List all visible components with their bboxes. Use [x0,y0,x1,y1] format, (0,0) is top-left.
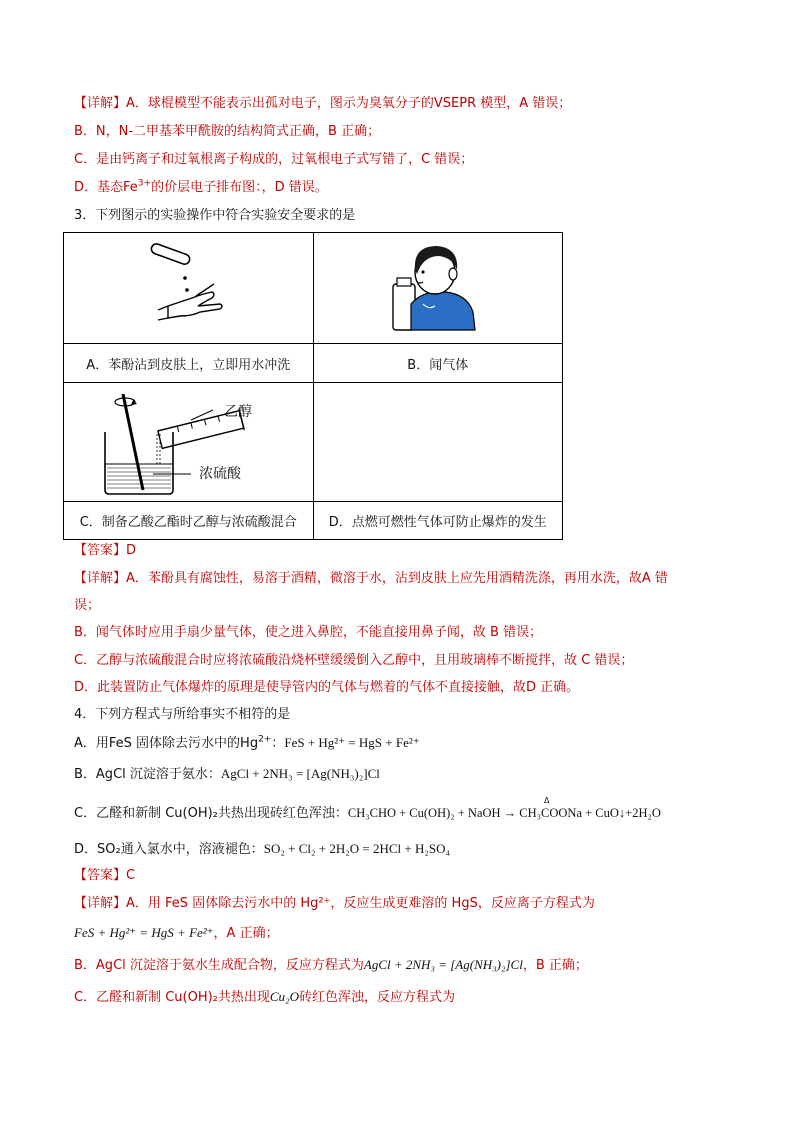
text: B．AgCl 沉淀溶于氨水： [74,767,221,782]
equation: CH₃CHO + Cu(OH)₂ + NaOH → CH₃COONa + CuO↓+2H₂O [347,806,661,820]
answer-line-4 [74,867,135,885]
label-ethanol: 乙醇 [224,404,252,420]
answer-line-3 [74,542,136,560]
equation: FeS + Hg²⁺ = HgS + Fe²⁺ [74,925,214,940]
text: B．AgCl 沉淀溶于氨水生成配合物，反应方程式为 [74,958,364,973]
text: 砖红色浑浊，反应方程式为 [298,990,455,1005]
q4-explain-a1 [74,895,595,913]
q4-explain-b [74,956,588,975]
options-table [63,232,563,540]
q4-option-a [74,734,420,753]
question-4-stem: 4．下列方程式与所给事实不相符的是 [74,707,291,722]
question-3-stem: 3．下列图示的实验操作中符合实验安全要求的是 [74,208,356,223]
q4-explain-c [74,988,455,1007]
explain-text: A．苯酚具有腐蚀性，易溶于酒精，微溶于水，沾到皮肤上应先用酒精洗涤，再用水洗，故A 错 [126,571,668,586]
superscript: 2+ [258,734,272,745]
q3-explain-a2: 误； [74,598,101,613]
answer-tag: 【答案】 [74,543,127,558]
text: D．SO₂通入氯水中，溶液褪色： [74,842,264,857]
equation: AgCl + 2NH₃ = [Ag(NH₃)₂]Cl [363,957,523,972]
equation: SO₂ + Cl₂ + 2H₂O = 2HCl + H₂SO₄ [263,841,451,856]
text: ，B 正确； [522,958,588,973]
superscript: 3+ [137,178,152,189]
q4-explain-a2 [74,924,279,943]
label-conc-sulfuric-acid: 浓硫酸 [199,466,241,482]
option-c-figure-cell [64,383,314,502]
option-c-caption: C．制备乙酸乙酯时乙醇与浓硫酸混合 [64,502,314,540]
q3-explain-b: B．闻气体时应用手扇少量气体，使之进入鼻腔，不能直接用鼻子闻，故 B 错误； [74,625,543,640]
text: D．基态Fe [74,180,138,195]
explain-line-c: C．是由钙离子和过氧根离子构成的，过氧根电子式写错了，C 错误； [74,152,474,167]
explain-line-b: B．N，N-二甲基苯甲酰胺的结构简式正确，B 正确； [74,124,381,139]
answer-value: D [126,543,137,558]
q4-option-b [74,765,380,784]
text: ，A 正确； [213,926,279,941]
text: 的价层电子排布图：，D 错误。 [151,180,328,195]
q3-explain-a1 [74,570,668,588]
answer-value: C [126,868,136,883]
mixing-apparatus-illustration [83,386,293,498]
option-b-caption: B．闻气体 [313,344,563,383]
q4-option-d [74,840,450,859]
equation: AgCl + 2NH₃ = [Ag(NH₃)₂]Cl [220,766,380,781]
text: C．乙醛和新制 Cu(OH)₂共热出现砖红色浑浊： [74,806,348,821]
explain-line-a [74,95,571,113]
explain-text: A．球棍模型不能表示出孤对电子，图示为臭氧分子的VSEPR 模型，A 错误； [126,96,572,111]
q3-explain-d: D．此装置防止气体爆炸的原理是使导管内的气体与燃着的气体不直接接触，故D 正确。 [74,680,580,695]
text: A．用FeS 固体除去污水中的Hg [74,736,259,751]
text: C．乙醛和新制 Cu(OH)₂共热出现 [74,990,270,1005]
option-d-caption: D．点燃可燃性气体可防止爆炸的发生 [313,502,563,540]
q4-option-c [74,804,661,823]
option-b-figure-cell [313,233,563,344]
detail-tag: 【详解】 [74,96,127,111]
explain-line-d [74,179,328,197]
smell-gas-illustration [383,234,493,338]
option-d-figure-cell [313,383,563,502]
answer-tag: 【答案】 [74,868,127,883]
explain-text: A．用 FeS 固体除去污水中的 Hg²⁺，反应生成更难溶的 HgS，反应离子方程式为 [126,896,595,911]
equation: ：FeS + Hg²⁺ = HgS + Fe²⁺ [271,735,420,750]
q3-explain-c: C．乙醇与浓硫酸混合时应将浓硫酸沿烧杯壁缓缓倒入乙醇中，且用玻璃棒不断搅拌，故 C 错误； [74,653,634,668]
detail-tag: 【详解】 [74,571,127,586]
skin-rinse-illustration [128,236,248,336]
formula: Cu₂O [269,989,299,1004]
heat-symbol: Δ [544,796,550,805]
option-a-caption: A．苯酚沾到皮肤上，立即用水冲洗 [64,344,314,383]
detail-tag: 【详解】 [74,896,127,911]
option-a-figure-cell [64,233,314,344]
